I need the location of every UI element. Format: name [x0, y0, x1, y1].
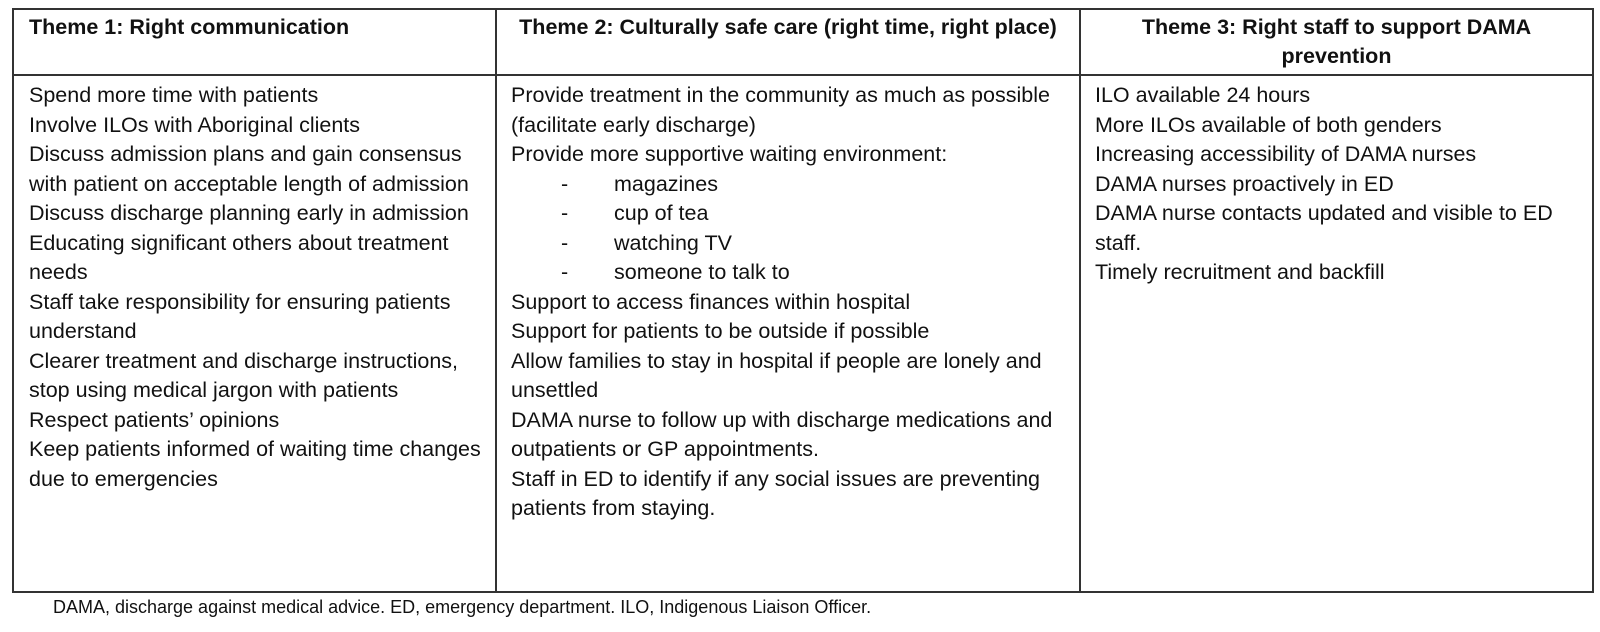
list-item: Timely recruitment and backfill	[1095, 260, 1385, 284]
dash-marker: -	[561, 201, 569, 225]
sub-item-text: someone to talk to	[614, 260, 790, 284]
dash-marker: -	[561, 260, 569, 284]
theme-3-header: Theme 3: Right staff to support DAMA prevention	[1081, 10, 1592, 76]
theme-2-column	[497, 10, 1081, 591]
list-item: Discuss discharge planning early in admission	[29, 201, 469, 225]
list-item: Educating significant others about treatment needs	[29, 230, 449, 284]
theme-2-body	[497, 76, 1079, 524]
sub-list-item	[511, 170, 1071, 200]
dash-marker: -	[561, 171, 569, 196]
list-item: Staff take responsibility for ensuring patients understand	[29, 289, 451, 343]
list-item: Provide more supportive waiting environment:	[511, 142, 948, 166]
sub-list-item	[511, 229, 1071, 259]
list-item: DAMA nurse to follow up with discharge medications and outpatients or GP appointments.	[511, 407, 1053, 461]
list-item: Support to access finances within hospital	[511, 289, 911, 314]
theme-1-column	[14, 10, 497, 591]
list-item: Keep patients informed of waiting time changes due to emergencies	[29, 437, 481, 491]
list-item: Increasing accessibility of DAMA nurses	[1095, 142, 1477, 166]
list-item: More ILOs available of both genders	[1095, 112, 1442, 137]
list-item: Staff in ED to identify if any social issues are preventing patients from staying.	[511, 466, 1041, 520]
theme-1-header: Theme 1: Right communication	[14, 10, 495, 76]
theme-3-column	[1081, 10, 1592, 591]
sub-list-item	[511, 258, 1071, 288]
list-item: Allow families to stay in hospital if people are lonely and unsettled	[511, 348, 1042, 402]
theme-3-body	[1081, 76, 1592, 288]
list-item: Involve ILOs with Aboriginal clients	[29, 112, 361, 137]
list-item: ILO available 24 hours	[1095, 83, 1311, 107]
sub-item-text: watching TV	[614, 230, 732, 255]
theme-2-header: Theme 2: Culturally safe care (right time, right place)	[497, 10, 1079, 76]
list-item: Support for patients to be outside if possible	[511, 319, 930, 343]
list-item: DAMA nurses proactively in ED	[1095, 171, 1394, 196]
list-item: Provide treatment in the community as much as possible (facilitate early discharge)	[511, 83, 1050, 137]
list-item: Discuss admission plans and gain consensus with patient on acceptable length of admission	[29, 142, 469, 196]
dash-marker: -	[561, 230, 569, 255]
themes-table	[12, 8, 1594, 593]
sub-item-text: cup of tea	[614, 201, 709, 225]
list-item: DAMA nurse contacts updated and visible to ED staff.	[1095, 201, 1553, 255]
list-item: Respect patients’ opinions	[29, 407, 280, 432]
table-footnote: DAMA, discharge against medical advice. ED, emergency department. ILO, Indigenous Liaison Officer.	[53, 597, 872, 617]
sub-list-item	[511, 199, 1071, 229]
list-item: Spend more time with patients	[29, 83, 319, 107]
sub-item-text: magazines	[614, 171, 718, 196]
list-item: Clearer treatment and discharge instructions, stop using medical jargon with patients	[29, 348, 459, 402]
theme-1-body	[14, 76, 495, 494]
